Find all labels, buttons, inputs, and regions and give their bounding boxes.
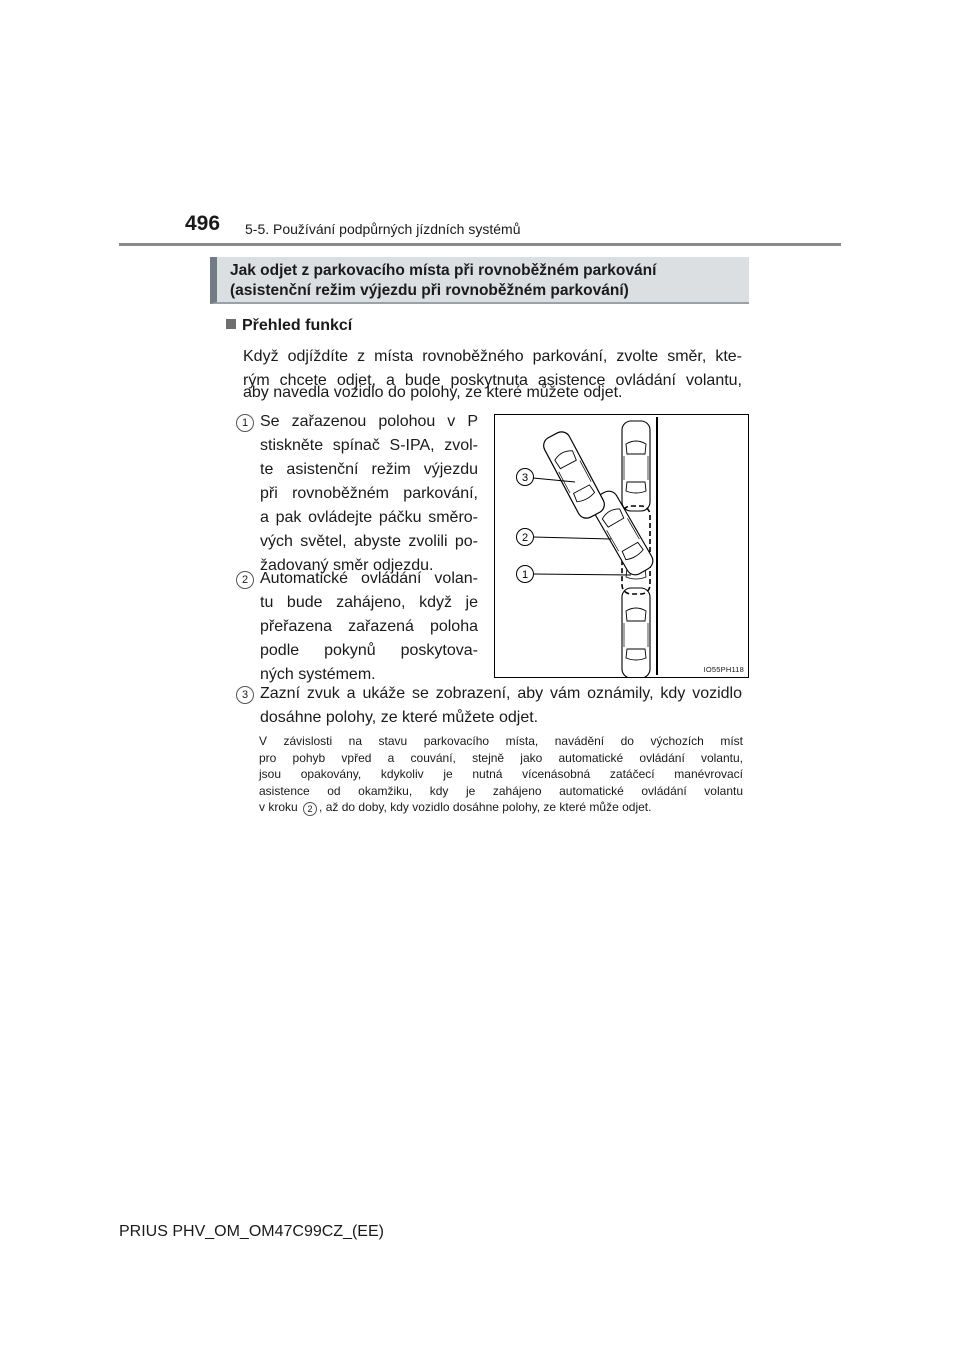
step-3-line: Zazní zvuk a ukáže se zobrazení, aby vám oznámily, kdy vozidlo xyxy=(260,685,742,702)
sub-heading xyxy=(226,316,352,336)
section-title-line-1: Jak odjet z parkovacího místa při rovnoběžném parkování xyxy=(230,262,657,279)
step-1-line: Se zařazenou polohou v P xyxy=(260,413,478,430)
step-1-line: žadovaný směr odjezdu. xyxy=(260,557,434,574)
header-rule xyxy=(119,243,841,246)
note-text: , až do doby, kdy vozidlo dosáhne polohy, ze které může odjet. xyxy=(319,800,652,814)
step-1-line: při rovnoběžném parkování, xyxy=(260,485,478,502)
callout-label-2: 2 xyxy=(521,532,529,544)
intro-line-3: aby navedla vozidlo do polohy, ze které můžete odjet. xyxy=(243,384,623,401)
step-1-line: te asistenční režim výjezdu xyxy=(260,461,478,478)
step-3-line: dosáhne polohy, ze které můžete odjet. xyxy=(260,709,539,726)
note-line: asistence od okamžiku, kdy je zahájeno automatické ovládání volantu xyxy=(259,783,743,798)
step-number-1: 1 xyxy=(236,414,254,432)
footer-document-code: PRIUS PHV_OM_OM47C99CZ_(EE) xyxy=(119,1223,384,1240)
parking-diagram xyxy=(494,414,749,678)
callout-leader-2 xyxy=(533,537,611,539)
step-2-line: podle pokynů poskytova- xyxy=(260,642,478,659)
intro-line-1: Když odjíždíte z místa rovnoběžného parkování, zvolte směr, kte- xyxy=(243,348,742,365)
sub-heading-text: Přehled funkcí xyxy=(242,317,353,334)
running-header: 5-5. Používání podpůrných jízdních systémů xyxy=(245,221,521,237)
parked-car-front-icon xyxy=(622,421,650,511)
figure-code: IO55PH118 xyxy=(703,665,744,674)
inline-step-number: 2 xyxy=(303,802,317,816)
parking-diagram-svg xyxy=(495,415,748,677)
step-2-line: Automatické ovládání volan- xyxy=(260,570,478,587)
step-number-2: 2 xyxy=(236,571,254,589)
page-number: 496 xyxy=(185,212,221,235)
note-line-last xyxy=(259,799,743,816)
callout-label-1: 1 xyxy=(521,569,529,581)
note-text: v kroku xyxy=(259,800,298,814)
step-2-line: ných systémem. xyxy=(260,666,376,683)
step-number-3: 3 xyxy=(236,686,254,704)
vehicle-position-3-icon xyxy=(541,429,608,522)
note-line: pro pohyb vpřed a couvání, stejně jako automatické ovládání volantu, xyxy=(259,750,743,765)
step-2-line: tu bude zahájeno, když je xyxy=(260,594,478,611)
callout-leader-1 xyxy=(533,574,631,575)
step-1-line: vých světel, abyste zvolili po- xyxy=(260,533,478,550)
note-line: jsou opakovány, kdykoliv je nutná vícenásobná zatáčecí manévrovací xyxy=(259,767,743,781)
step-1-line: stiskněte spínač S-IPA, zvol- xyxy=(260,437,478,454)
note-line: V závislosti na stavu parkovacího místa, navádění do výchozích míst xyxy=(259,734,743,748)
square-bullet-icon xyxy=(226,319,236,329)
intro-line-2: rým chcete odjet, a bude poskytnuta asistence ovládání volantu, xyxy=(243,372,742,389)
section-title-box xyxy=(210,257,749,304)
callout-label-3: 3 xyxy=(521,472,529,484)
step-2-line: přeřazena zařazená poloha xyxy=(260,618,478,635)
section-title-line-2: (asistenční režim výjezdu při rovnoběžném parkování) xyxy=(230,282,629,299)
step-1-line: a pak ovládejte páčku směro- xyxy=(260,509,478,526)
parked-car-rear-icon xyxy=(622,588,650,677)
